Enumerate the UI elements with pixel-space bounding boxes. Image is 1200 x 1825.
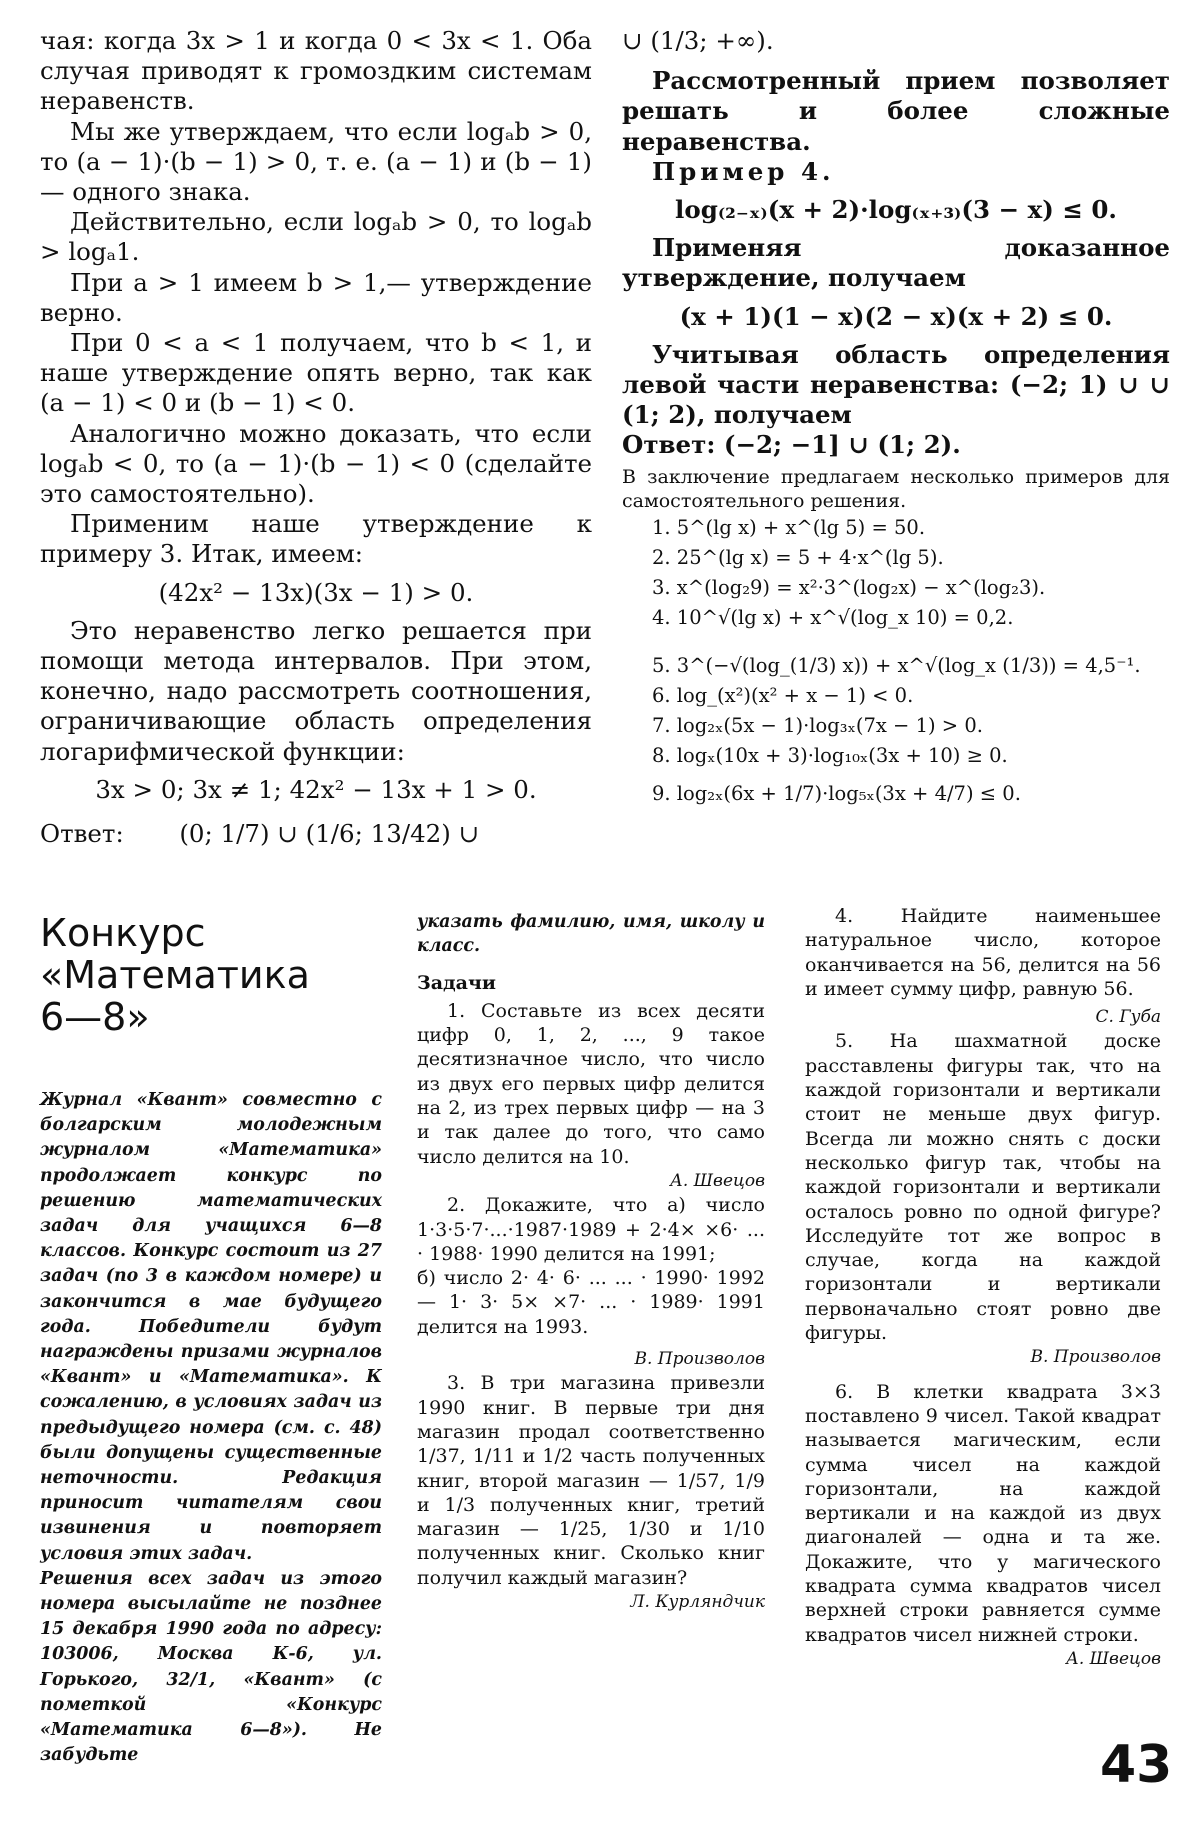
problem-5: 5. На шахматной доске расставлены фигуры так, что на каждой горизонтали и вертикали стоит не меньше двух фигур. Всегда ли можно снять с доски несколько фигур так, чтобы на каждой горизонтали и вертикали осталось ровно по одной фигуре? Исследуйте тот же вопрос в случае, когда на каждой горизонтали и вертикали первоначально стоят ровно две фигуры. bbox=[805, 1030, 1161, 1345]
answer-line bbox=[40, 819, 592, 849]
paragraph: Учитывая область определения левой части неравенства: (−2; 1) ∪ ∪ (1; 2), получаем bbox=[622, 339, 1170, 430]
formula: log₍₂₋ₓ₎(x + 2)·log₍ₓ₊₃₎(3 − x) ≤ 0. bbox=[675, 195, 1117, 225]
paragraph: Аналогично можно доказать, что если logₐb < 0, то (a − 1)·(b − 1) < 0 (сделайте это самостоятельно). bbox=[40, 418, 592, 509]
intro-paragraph: указать фамилию, имя, школу и класс. bbox=[417, 912, 765, 957]
author: А. Швецов bbox=[669, 1170, 765, 1191]
problem-2b: б) число 2· 4· 6· ... ... · 1990· 1992 — 1· 3· 5× ×7· ... · 1989· 1991 делится на 1993. bbox=[417, 1267, 765, 1338]
exercise-item: 9. log₂ₓ(6x + 1/7)·log₅ₓ(3x + 4/7) ≤ 0. bbox=[652, 781, 1021, 805]
exercise-item: 2. 25^(lg x) = 5 + 4·x^(lg 5). bbox=[652, 545, 944, 569]
contest-title-line: Конкурс bbox=[40, 911, 206, 955]
contest-title bbox=[40, 912, 370, 1038]
article-right-column bbox=[622, 26, 1170, 809]
author: Л. Курляндчик bbox=[630, 1592, 765, 1613]
problem-4: 4. Найдите наименьшее натуральное число, которое оканчивается на 56, делится на 56 и имеет сумму цифр, равную 56. bbox=[805, 905, 1161, 1000]
paragraph: В заключение предлагаем несколько примеров для самостоятельного решения. bbox=[622, 465, 1170, 512]
exercise-item: 3. x^(log₂9) = x²·3^(log₂x) − x^(log₂3). bbox=[652, 575, 1046, 599]
paragraph: Это неравенство легко решается при помощи метода интервалов. При этом, конечно, надо рассмотреть соотношения, ограничивающие область определения логарифмической функции: bbox=[40, 615, 592, 766]
exercise-list bbox=[622, 513, 1170, 809]
article-left-column bbox=[40, 26, 592, 849]
exercise-item: 4. 10^√(lg x) + x^√(log_x 10) = 0,2. bbox=[652, 605, 1014, 629]
contest-title-line: «Математика bbox=[40, 953, 310, 997]
contest-right-column bbox=[805, 904, 1161, 1671]
paragraph: чая: когда 3x > 1 и когда 0 < 3x < 1. Оба случая приводят к громоздким системам неравенств. bbox=[40, 26, 592, 116]
formula: (x + 1)(1 − x)(2 − x)(x + 2) ≤ 0. bbox=[679, 301, 1113, 331]
exercise-item: 6. log_(x²)(x² + x − 1) < 0. bbox=[652, 683, 914, 707]
exercise-item: 1. 5^(lg x) + x^(lg 5) = 50. bbox=[652, 515, 926, 539]
exercise-item: 5. 3^(−√(log_(1/3) x)) + x^√(log_x (1/3)) = 4,5⁻¹. bbox=[652, 653, 1141, 677]
answer-value: (0; 1/7) ∪ (1/6; 13/42) ∪ bbox=[179, 819, 480, 849]
problem-3: 3. В три магазина привезли 1990 книг. В первые три дня магазин продал соответственно 1/37, 1/11 и 1/2 часть полученных книг, второй магазин — 1/57, 1/9 и 1/3 полученных книг, третий магазин — 1/25, 1/30 и 1/10 полученных книг. Сколько книг получил каждый магазин? bbox=[417, 1372, 765, 1589]
intro-paragraph: Журнал «Квант» совместно с болгарским молодежным журналом «Математика» продолжает конкурс по решению математических задач для учащихся 6—8 классов. Конкурс состоит из 27 задач (по 3 в каждом номере) и закончится в мае будущего года. Победители будут награждены призами журналов «Квант» и «Математика». К сожалению, в условиях задач из предыдущего номера (см. с. 48) были допущены существенные неточности. Редакция приносит читателям свои извинения и повторяет условия этих задач. bbox=[40, 1090, 382, 1564]
paragraph: Применяя доказанное утверждение, получаем bbox=[622, 233, 1170, 293]
author: А. Швецов bbox=[1065, 1648, 1161, 1669]
paragraph: Действительно, если logₐb > 0, то logₐb > logₐ1. bbox=[40, 207, 592, 267]
formula: (42x² − 13x)(3x − 1) > 0. bbox=[158, 577, 474, 607]
problem-1: 1. Составьте из всех десяти цифр 0, 1, 2, ..., 9 такое десятизначное число, что число из двух его первых цифр делится на 2, из трех первых цифр — на 3 и так далее до того, что само число делится на 10. bbox=[417, 999, 765, 1168]
answer-label: Ответ: bbox=[40, 819, 124, 849]
problem-6: 6. В клетки квадрата 3×3 поставлено 9 чисел. Такой квадрат называется магическим, если сумма чисел на каждой горизонтали, на каждой вертикали и на каждой из двух диагоналей — одна и та же. Докажите, что у магического квадрата сумма квадратов чисел верхней строки равняется сумме квадратов чисел нижней строки. bbox=[805, 1380, 1161, 1646]
contest-intro bbox=[40, 1088, 382, 1768]
intro-paragraph: Решения всех задач из этого номера высылайте не позднее 15 декабря 1990 года по адресу: 103006, Москва К-6, ул. Горького, 32/1, «Квант» (с пометкой «Конкурс «Математика 6—8»). Не забудьте bbox=[40, 1568, 382, 1766]
example-label: Пример 4. bbox=[652, 156, 835, 186]
exercise-item: 7. log₂ₓ(5x − 1)·log₃ₓ(7x − 1) > 0. bbox=[652, 713, 983, 737]
paragraph: Мы же утверждаем, что если logₐb > 0, то (a − 1)·(b − 1) > 0, т. е. (a − 1) и (b − 1) — одного знака. bbox=[40, 116, 592, 207]
contest-middle-column bbox=[417, 910, 765, 1614]
paragraph: Рассмотренный прием позволяет решать и более сложные неравенства. bbox=[622, 66, 1170, 156]
problem-2a: 2. Докажите, что а) число 1·3·5·7·...·1987·1989 + 2·4× ×6· ... · 1988· 1990 делится на 1991; bbox=[417, 1194, 765, 1265]
paragraph: При a > 1 имеем b > 1,— утверждение верно. bbox=[40, 267, 592, 327]
page-number: 43 bbox=[1100, 1735, 1173, 1795]
author: В. Произволов bbox=[634, 1349, 765, 1370]
author: С. Губа bbox=[1095, 1007, 1161, 1028]
paragraph: Применим наше утверждение к примеру 3. Итак, имеем: bbox=[40, 509, 592, 569]
formula: 3x > 0; 3x ≠ 1; 42x² − 13x + 1 > 0. bbox=[95, 774, 537, 804]
author: В. Произволов bbox=[1030, 1347, 1161, 1368]
paragraph: При 0 < a < 1 получаем, что b < 1, и наше утверждение опять верно, так как (a − 1) < 0 и (b − 1) < 0. bbox=[40, 328, 592, 418]
contest-title-line: 6—8» bbox=[40, 995, 150, 1039]
formula: ∪ (1/3; +∞). bbox=[622, 26, 774, 55]
problems-title: Задачи bbox=[417, 971, 496, 994]
exercise-item: 8. logₓ(10x + 3)·log₁₀ₓ(3x + 10) ≥ 0. bbox=[652, 743, 1008, 767]
answer-line: Ответ: (−2; −1] ∪ (1; 2). bbox=[622, 430, 961, 460]
